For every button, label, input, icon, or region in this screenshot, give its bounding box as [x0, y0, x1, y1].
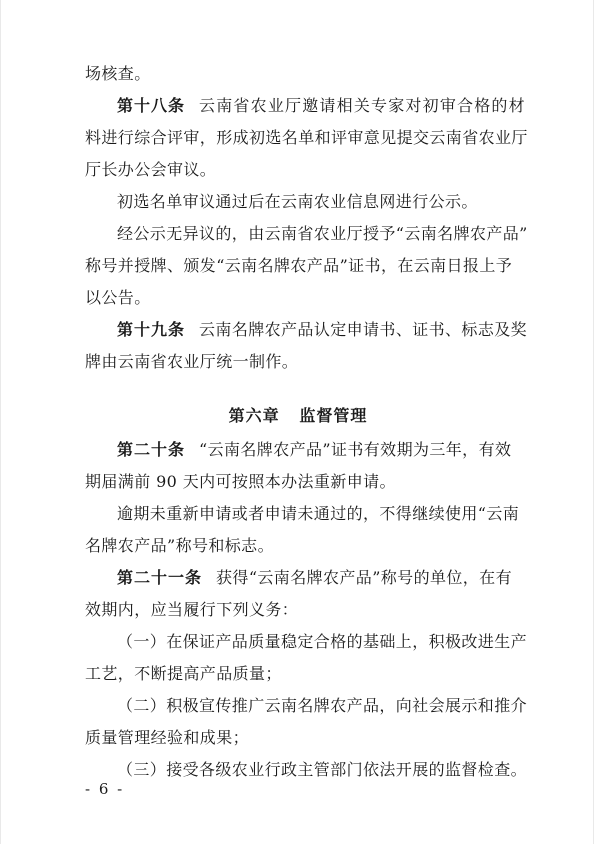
text-line: 以公告。	[85, 288, 151, 307]
text-line: 云南省农业厅邀请相关专家对初审合格的材	[199, 96, 526, 115]
article-heading: 第二十条	[117, 440, 186, 459]
text-line: 经公示无异议的，由云南省农业厅授予“云南名牌农产品”	[117, 224, 528, 243]
text-line: 场核查。	[85, 64, 151, 83]
text-line: 料进行综合评审，形成初选名单和评审意见提交云南省农业厅	[85, 128, 528, 147]
chapter-heading: 第六章 监督管理	[228, 406, 368, 425]
list-item: （三）接受各级农业行政主管部门依法开展的监督检查。	[117, 760, 528, 779]
text-line: 称号并授牌、颁发“云南名牌农产品”证书，在云南日报上予	[85, 256, 513, 275]
article-paragraph	[117, 440, 511, 460]
text-line: 名牌农产品”称号和标志。	[85, 536, 274, 555]
text-line: 质量管理经验和成果；	[85, 728, 250, 747]
text-line: 厅长办公会审议。	[85, 160, 217, 179]
text-line: 工艺，不断提高产品质量；	[85, 664, 282, 683]
text-line: 获得“云南名牌农产品”称号的单位，在有	[216, 568, 512, 587]
page-number: - 6 -	[85, 780, 125, 798]
article-heading: 第二十一条	[117, 568, 203, 587]
text-line: 云南名牌农产品认定申请书、证书、标志及奖	[199, 320, 528, 339]
text-line: 牌由云南省农业厅统一制作。	[85, 352, 299, 371]
article-heading: 第十九条	[117, 320, 186, 339]
article-paragraph	[117, 320, 527, 340]
text-line: 期届满前 90 天内可按照本办法重新申请。	[85, 472, 396, 491]
article-heading: 第十八条	[117, 96, 186, 115]
text-line: 初选名单审议通过后在云南农业信息网进行公示。	[117, 192, 478, 211]
article-paragraph	[117, 568, 512, 588]
article-paragraph	[117, 96, 526, 116]
list-item: （二）积极宣传推广云南名牌农产品，向社会展示和推介	[117, 696, 528, 715]
list-item: （一）在保证产品质量稳定合格的基础上，积极改进生产	[117, 632, 528, 651]
text-line: 逾期未重新申请或者申请未通过的，不得继续使用“云南	[117, 504, 520, 523]
text-line: 效期内，应当履行下列义务：	[85, 600, 299, 619]
text-line: “云南名牌农产品”证书有效期为三年，有效	[199, 440, 512, 459]
